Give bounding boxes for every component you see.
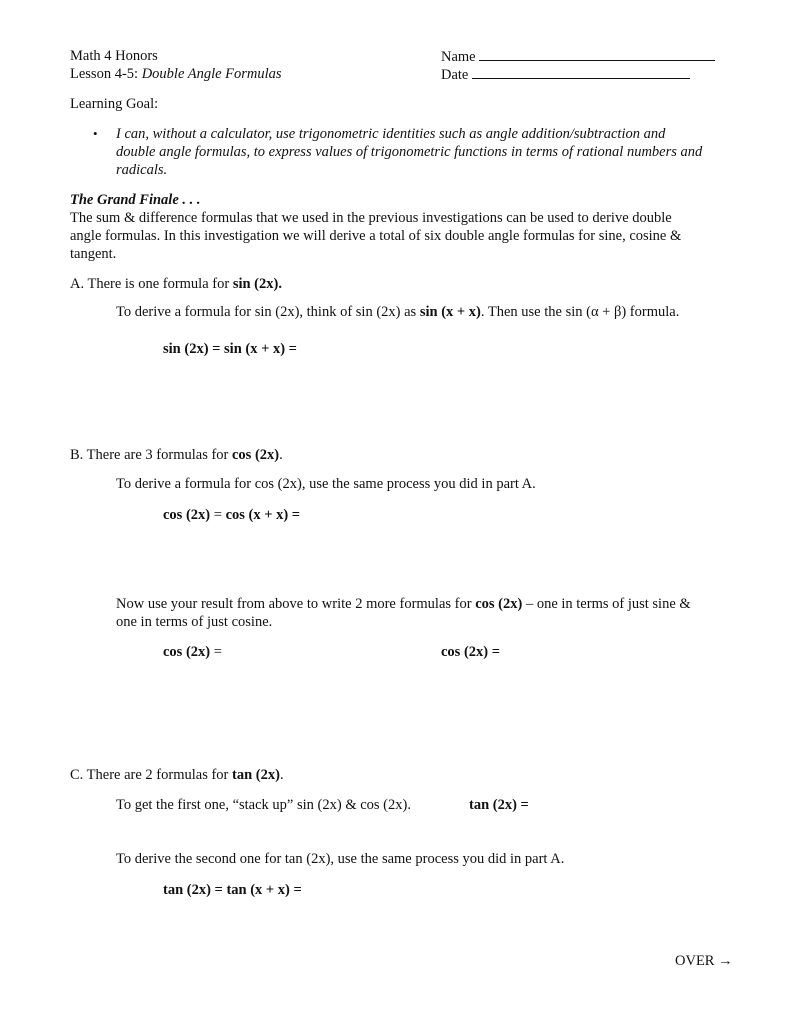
part-a-intro xyxy=(70,275,282,293)
part-a-instruction-2: x), think of sin (2 xyxy=(287,304,389,320)
part-a-instruction-bold: sin (x + x) xyxy=(419,304,481,320)
part-a-intro-bold: sin (2x). xyxy=(232,276,282,292)
lesson-title xyxy=(70,65,282,83)
part-c-stack-formula xyxy=(469,796,529,814)
part-c-formula-text: tan (2x) = tan (x + x) = xyxy=(163,882,302,898)
part-a-instruction-1: To derive a formula for sin (2 xyxy=(116,304,288,320)
part-a-instruction xyxy=(116,303,679,321)
date-field[interactable] xyxy=(441,65,690,84)
bullet-icon: • xyxy=(93,126,98,141)
learning-goal-line-1: I can, without a calculator, use trigonometric identities such as angle addition/subtraction and xyxy=(116,126,666,142)
name-blank[interactable] xyxy=(479,47,715,61)
part-c-derive-1: To derive the second one for tan (2 xyxy=(116,851,319,867)
intro-line-1: The sum & difference formulas that we used in the previous investigations can be used to derive double xyxy=(70,210,672,226)
part-c-intro: C. There are 2 formulas for tan (2x). xyxy=(70,767,284,783)
part-b-formula-1 xyxy=(163,506,300,524)
over-label: OVER xyxy=(675,953,715,969)
part-b-instruction-1: To derive a formula for cos (2 xyxy=(116,476,290,492)
part-b-formula-1-eq: = xyxy=(210,507,226,523)
part-a-formula-text: sin (2x) = sin (x + x) = xyxy=(163,341,297,357)
lesson-prefix: Lesson 4-5: xyxy=(70,66,142,82)
part-c-stack-instruction xyxy=(116,796,411,814)
part-b-intro-bold: cos (2x) xyxy=(232,447,280,463)
part-c-stack-2: x) & cos (2 xyxy=(329,797,396,813)
lesson-name: Double Angle Formulas xyxy=(141,66,282,82)
part-b-intro: B. There are 3 formulas for cos (2x). xyxy=(70,447,283,463)
over-indicator xyxy=(675,952,733,970)
date-label: Date xyxy=(441,67,469,83)
part-a-formula xyxy=(163,340,297,358)
part-b-formula-3 xyxy=(441,643,500,661)
part-b-now-line-1 xyxy=(116,595,691,613)
part-b-instruction-2: x), use the same process you did in part A. xyxy=(289,476,536,492)
learning-goal-line-3: radicals. xyxy=(116,162,168,178)
part-c-stack-formula-text: tan (2x) = xyxy=(469,797,529,813)
part-a-intro-text: A. There is one formula for xyxy=(70,276,233,292)
part-b-now-text-a: Now use your result from above to write 2 more formulas for xyxy=(116,596,476,612)
name-label: Name xyxy=(441,49,476,65)
part-b-intro-text: B. There are 3 formulas for xyxy=(70,447,232,463)
part-c-stack-3: x). xyxy=(395,797,411,813)
part-c-intro-bold: tan (2x) xyxy=(232,767,280,783)
course-title: Math 4 Honors xyxy=(70,48,158,64)
part-c-intro-text: C. There are 2 formulas for xyxy=(70,767,232,783)
part-a-instruction-3: x) as xyxy=(388,304,420,320)
part-b-formula-1-lhs: cos (2x) xyxy=(163,507,211,523)
part-b-formula-3-text: cos (2x) = xyxy=(441,644,500,660)
part-b-formula-2-eq: = xyxy=(210,644,222,660)
part-b-now-line-2: one in terms of just cosine. xyxy=(116,614,273,630)
part-a-instruction-4: . Then use the sin (α + β) formula. xyxy=(480,304,680,320)
learning-goal-label: Learning Goal: xyxy=(70,96,159,112)
right-arrow-icon: → xyxy=(718,953,733,969)
part-b-now-bold: cos (2x) xyxy=(475,596,523,612)
section-heading: The Grand Finale . . . xyxy=(70,192,201,208)
part-b-formula-1-rhs: cos (x + x) = xyxy=(225,507,301,523)
date-blank[interactable] xyxy=(472,65,690,79)
part-c-derive-instruction xyxy=(116,850,564,868)
part-b-formula-2 xyxy=(163,643,222,661)
part-b-now-text-b: – one in terms of just sine & xyxy=(522,596,691,612)
part-c-derive-2: x), use the same process you did in part A. xyxy=(318,851,565,867)
learning-goal-line-2: double angle formulas, to express values of trigonometric functions in terms of rational numbers and xyxy=(116,144,703,160)
part-c-formula xyxy=(163,881,302,899)
intro-line-2: angle formulas. In this investigation we will derive a total of six double angle formulas for sine, cosine & xyxy=(70,228,682,244)
part-b-instruction xyxy=(116,475,536,493)
part-b-formula-2-lhs: cos (2x) xyxy=(163,644,211,660)
intro-line-3: tangent. xyxy=(70,246,117,262)
part-c-stack-1: To get the first one, “stack up” sin (2 xyxy=(116,797,330,813)
name-field[interactable] xyxy=(441,47,715,66)
